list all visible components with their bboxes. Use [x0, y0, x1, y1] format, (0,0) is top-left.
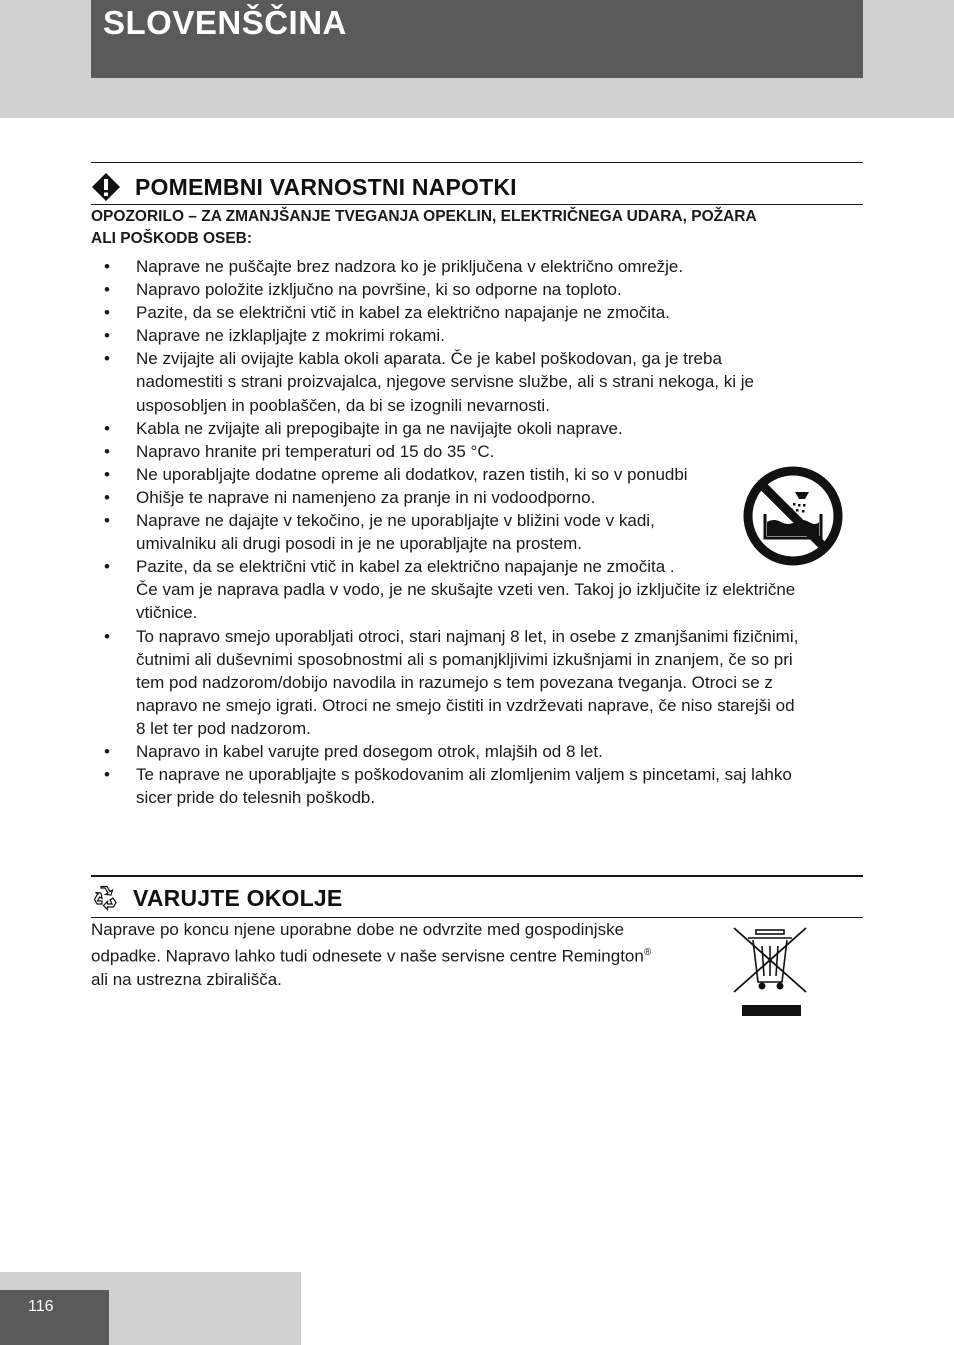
safety-list-item-line: Kabla ne zvijajte ali prepogibajte in ga ne navijajte okoli naprave.: [136, 418, 623, 438]
safety-list-item-line: vtičnice.: [136, 603, 198, 623]
warning-line: OPOZORILO – ZA ZMANJŠANJE TVEGANJA OPEKLIN, ELEKTRIČNEGA UDARA, POŽARA: [91, 208, 757, 225]
safety-list-item-line: Te naprave ne uporabljajte s poškodovanim ali zlomljenim valjem s pincetami, saj lahko: [136, 765, 792, 785]
safety-list-item-line: To napravo smejo uporabljati otroci, stari najmanj 8 let, in osebe z zmanjšanimi fizičnimi,: [136, 626, 799, 646]
safety-list-item-line: Naprave ne puščajte brez nadzora ko je priključena v električno omrežje.: [136, 257, 684, 276]
page-title: SLOVENŠČINA: [103, 4, 347, 41]
bullet-dot: •: [104, 626, 110, 646]
bullet-dot: •: [104, 326, 110, 346]
safety-list-item: [91, 255, 866, 278]
safety-list-item: [91, 278, 866, 301]
safety-list-item-line: Napravo položite izključno na površine, ki so odporne na toploto.: [136, 280, 622, 300]
safety-list-item: [91, 301, 866, 324]
environment-line: [91, 941, 731, 968]
bullet-dot: •: [104, 257, 110, 276]
header-title-box: [91, 0, 863, 78]
bullet-dot: •: [104, 280, 110, 300]
environment-heading: VARUJTE OKOLJE: [133, 884, 343, 911]
safety-list-item-line: Ohišje te naprave ni namenjeno za pranje in ni vodoodporno.: [136, 487, 596, 507]
safety-list-item-line: sicer pride do telesnih poškodb.: [136, 788, 376, 808]
safety-list-item-line: Naprave ne dajajte v tekočino, je ne uporabljajte v bližini vode v kadi,: [136, 511, 655, 531]
safety-list-item: [91, 625, 866, 740]
safety-list-item-line: tem pod nadzorom/dobijo navodila in razumejo s tem povezana tveganja. Otroci se z: [136, 672, 773, 692]
safety-heading-row: [91, 172, 517, 202]
safety-list-item-line: Ne zvijajte ali ovijajte kabla okoli aparata. Če je kabel poškodovan, ga je treba: [136, 349, 722, 369]
bullet-dot: •: [104, 418, 110, 438]
no-water-immersion-icon: [743, 466, 843, 566]
crossed-out-bin-icon: [732, 926, 808, 1018]
page-number-box: [0, 1290, 109, 1345]
safety-list-item: [91, 740, 866, 763]
bullet-dot: •: [104, 511, 110, 531]
safety-list-item: [91, 440, 866, 463]
bullet-dot: •: [104, 464, 110, 484]
safety-list-item-line: Naprave ne izklapljajte z mokrimi rokami.: [136, 326, 445, 346]
registered-mark: ®: [643, 947, 652, 958]
safety-list-item-line: Napravo in kabel varujte pred dosegom otrok, mlajših od 8 let.: [136, 741, 603, 761]
safety-list-item: [91, 763, 866, 809]
bullet-dot: •: [104, 765, 110, 785]
safety-list-item-line: 8 let ter pod nadzorom.: [136, 718, 311, 738]
safety-list-item: [91, 324, 866, 347]
environment-heading-row: [91, 884, 342, 912]
section-divider-top: [91, 162, 863, 163]
safety-list-item-line: Pazite, da se električni vtič in kabel za električno napajanje ne zmočita .: [136, 557, 675, 577]
environment-line: Naprave po koncu njene uporabne dobe ne odvrzite med gospodinjske: [91, 920, 625, 939]
safety-list-item-line: Pazite, da se električni vtič in kabel za električno napajanje ne zmočita.: [136, 303, 670, 323]
safety-heading: POMEMBNI VARNOSTNI NAPOTKI: [135, 173, 517, 200]
bullet-dot: •: [104, 741, 110, 761]
safety-list-item-line: Ne uporabljajte dodatne opreme ali dodatkov, razen tistih, ki so v ponudbi: [136, 464, 688, 484]
safety-list-item: [91, 347, 866, 416]
environment-text: [91, 918, 731, 991]
environment-divider-top: [91, 875, 863, 877]
warning-icon: [91, 172, 121, 202]
bullet-dot: •: [104, 441, 110, 461]
safety-list-item-line: umivalniku ali drugi posodi in je ne uporabljajte na prostem.: [136, 534, 583, 554]
safety-list-item-line: nadomestiti s strani proizvajalca, njegove servisne službe, ali s strani nekoga, ki je: [136, 372, 754, 392]
warning-text: [91, 206, 851, 250]
warning-line: ALI POŠKODB OSEB:: [91, 230, 253, 247]
safety-list-item: [91, 417, 866, 440]
section-divider-under-heading: [91, 204, 863, 205]
bullet-dot: •: [104, 557, 110, 577]
safety-list-item-line: napravo ne smejo igrati. Otroci ne smejo čistiti in vzdrževati naprave, če niso starejši od: [136, 695, 795, 715]
bullet-dot: •: [104, 303, 110, 323]
bullet-dot: •: [104, 349, 110, 369]
environment-line: ali na ustrezna zbirališča.: [91, 969, 282, 989]
bullet-dot: •: [104, 487, 110, 507]
safety-list-item-line: Če vam je naprava padla v vodo, je ne skušajte vzeti ven. Takoj jo izključite iz električne: [136, 580, 796, 600]
environment-line-text: odpadke. Napravo lahko tudi odnesete v naše servisne centre Remington: [91, 946, 644, 966]
safety-list-item-line: čutnimi ali duševnimi sposobnostmi ali s pomanjkljivimi izkušnjami in znanjem, če so pri: [136, 649, 793, 669]
page-number: 116: [28, 1298, 54, 1315]
safety-list-item-line: usposobljen in pooblaščen, da bi se izognili nevarnosti.: [136, 395, 550, 415]
safety-list-item-line: Napravo hranite pri temperaturi od 15 do 35 °C.: [136, 441, 495, 461]
recycle-icon: [91, 884, 119, 912]
